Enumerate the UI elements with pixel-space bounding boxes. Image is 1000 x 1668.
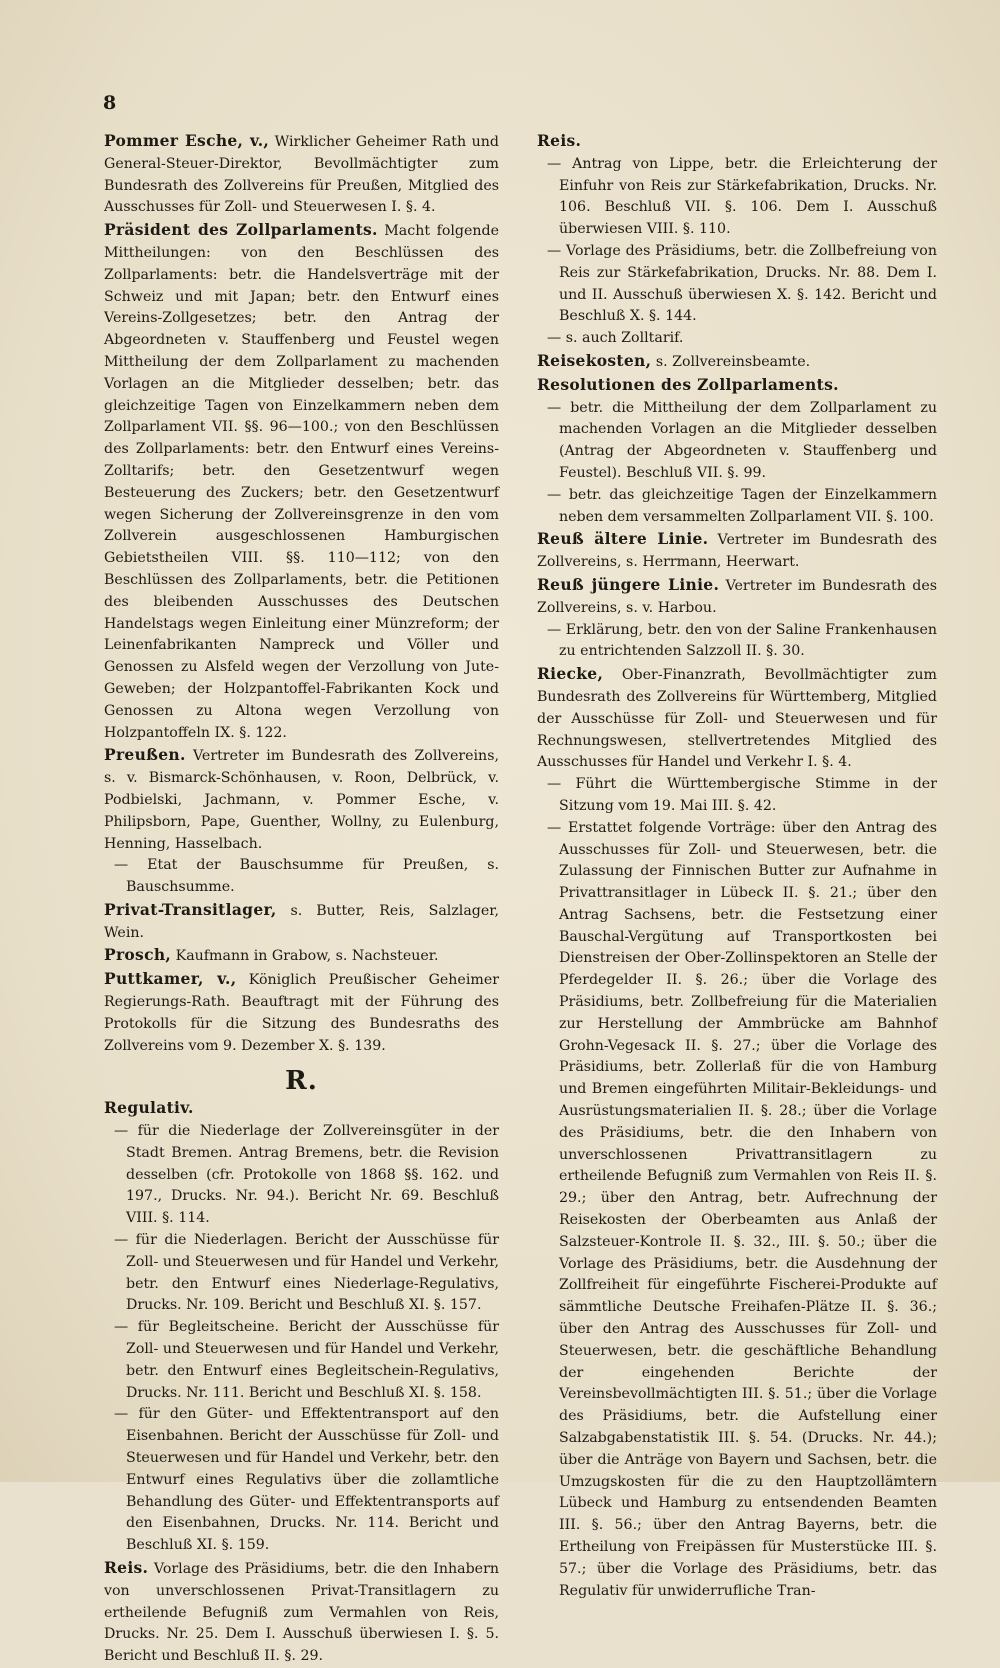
index-entry [537,350,937,374]
entry-text: Vertreter im Bundesrath des Zollvereins, s. v. Harbou. [537,577,938,616]
index-subentry [104,855,499,899]
subentry-text: — Erstattet folgende Vorträge: über den Antrag des Ausschusses für Zoll- und Steuerwesen, betr. die Zulassung der Finnischen Butter zur Aufnahme in Privattransitlager in Lübeck II. §. 21.; über den Antrag Sachsens, betr. die Festsetzung einer Bauschal-Vergütung auf Transportkosten bei Dienstreisen der Ober-Zollinspektoren an Stelle der Pferdegelder II. §. 26.; über die Vorlage des Präsidiums, betr. Zollbefreiung für die Materialien zur Herstellung der Ammbrücke am Bahnhof Grohn-Vegesack II. §. 27.; über die Vorlage des Präsidiums, betr. Zollerlaß für die von Hamburg und Bremen eingeführten Militair-Bekleidungs- und Ausrüstungsmaterialien II. §. 28.; über die Vorlage des Präsidiums, betr. die den Inhabern von unverschlossenen Privattransitlagern zu ertheilende Befugniß zum Vermahlen von Reis II. §. 29.; über den Antrag, betr. Aufrechnung der Reisekosten der Oberbeamten aus Anlaß der Salzsteuer-Kontrole II. §. 32., III. §. 50.; über die Vorlage des Präsidiums, betr. die Ausdehnung der Zollfreiheit für eingeführte Fischerei-Produkte auf sämmtliche Deutsche Freihafen-Plätze II. §. 36.; über den Antrag des Ausschusses für Zoll- und Steuerwesen, betr. die geschäftliche Behandlung der eingehenden Berichte der Vereinsbevollmächtigten III. §. 51.; über die Vorlage des Präsidiums, betr. die Aufstellung einer Salzabgabenstatistik III. §. 54. (Drucks. Nr. 44.); über die Anträge von Bayern und Sachsen, betr. die Umzugskosten für die zu den Hauptzollämtern Lübeck und Hamburg zu entsendenden Beamten III. §. 56.; über den Antrag Bayerns, betr. die Ertheilung von Freipässen für Musterstücke III. §. 57.; über die Vorlage des Präsidiums, betr. das Regulativ für unwiderrufliche Tran- [547,819,937,1599]
index-entry [104,968,499,1057]
entry-text: s. Butter, Reis, Salzlager, Wein. [104,902,499,941]
entry-heading: Präsident des Zollparlaments. [104,220,378,240]
entry-heading: Preußen. [104,745,186,765]
index-subentry [537,485,937,529]
index-subentry [537,818,937,1603]
right-column [537,130,937,1602]
index-subentry [537,154,937,241]
index-entry [537,374,937,398]
index-entry [537,528,937,574]
entry-heading: Reis. [537,131,582,150]
index-entry [104,944,499,968]
entry-heading: Riecke, [537,664,604,684]
entry-heading: Reuß ältere Linie. [537,529,709,549]
entry-text: Wirklicher Geheimer Rath und General-Steuer-Direktor, Bevollmächtigter zum Bundesrath des Zollvereins für Preußen, Mitglied des Ausschusses für Zoll- und Steuerwesen I. §. 4. [104,134,499,216]
left-column [104,130,499,1668]
entry-heading: Puttkamer, v., [104,969,237,989]
subentry-text: — Vorlage des Präsidiums, betr. die Zollbefreiung von Reis zur Stärkefabrikation, Drucks. Nr. 88. Dem I. und II. Ausschuß überwiesen X. §. 142. Bericht und Beschluß X. §. 144. [547,242,937,325]
subentry-text: — s. auch Zolltarif. [547,330,684,347]
entry-heading: Reisekosten, [537,350,652,370]
page-number: 8 [103,92,117,114]
index-entry [537,663,937,774]
subentry-text: — für Begleitscheine. Bericht der Ausschüsse für Zoll- und Steuerwesen und für Handel und Verkehr, betr. den Entwurf eines Begleitschein-Regulativs, Drucks. Nr. 111. Bericht und Beschluß XI. §. 158. [114,1319,499,1401]
index-entry [104,744,499,855]
index-subentry [104,1230,499,1317]
entry-text: Ober-Finanzrath, Bevollmächtigter zum Bundesrath des Zollvereins für Württemberg, Mitglied der Ausschüsse für Zoll- und Steuerwesen und für Rechnungswesen, stellvertretendes Mitglied des Ausschusses für Handel und Verkehr I. §. 4. [537,667,937,771]
entry-text: Vertreter im Bundesrath des Zollvereins, s. v. Bismarck-Schönhausen, v. Roon, Delbrück, v. Podbielski, Jachmann, v. Pommer Esche, v. Philipsborn, Pape, Guenther, Wollny, zu Eulenburg, Henning, Hasselbach. [104,748,499,852]
index-subentry [104,1317,499,1404]
index-subentry [537,620,937,664]
entry-heading: Reis. [104,1558,149,1577]
index-subentry [537,398,937,485]
subentry-text: — für die Niederlage der Zollvereinsgüter in der Stadt Bremen. Antrag Bremens, betr. die Revision desselben (cfr. Protokolle von 1868 §§. 162. und 197., Drucks. Nr. 94.). Bericht Nr. 69. Beschluß VIII. §. 114. [114,1123,499,1227]
entry-heading: Privat-Transitlager, [104,899,277,919]
entry-text: Macht folgende Mittheilungen: von den Beschlüssen des Zollparlaments: betr. die Handelsverträge mit der Schweiz und mit Japan; betr. den Entwurf eines Vereins-Zollgesetzes; betr. den Antrag der Abgeordneten v. Stauffenberg und Feustel wegen Mittheilung der dem Zollparlament zu machenden Vorlagen an die Mitglieder desselben; betr. das gleichzeitige Tagen von Einzelkammern neben dem Zollparlament VII. §§. 96—100.; von den Beschlüssen des Zollparlaments: betr. den Entwurf eines Vereins-Zolltarifs; betr. den Gesetzentwurf wegen Besteuerung des Zuckers; betr. den Gesetzentwurf wegen Sicherung der Zollvereinsgrenze in den vom Zollverein ausgeschlossenen Hamburgischen Gebietstheilen VIII. §§. 110—112; von den Beschlüssen des Zollparlaments, betr. die Petitionen des bleibenden Ausschusses des Deutschen Handelstags wegen Einleitung einer Münzreform; der Leinenfabrikanten Nampreck und Völler und Genossen zu Alsfeld wegen der Verzollung von Jute-Geweben; der Holzpantoffel-Fabrikanten Kock und Genossen zu Altona wegen Verzollung von Holzpantoffeln IX. §. 122. [104,223,499,741]
index-entry [104,1097,499,1121]
entry-text: Kaufmann in Grabow, s. Nachsteuer. [175,948,439,965]
entry-text: Königlich Preußischer Geheimer Regierungs-Rath. Beauftragt mit der Führung des Protokolls für die Sitzung des Bundesraths des Zollvereins vom 9. Dezember X. §. 139. [104,972,499,1054]
index-subentry [537,328,937,350]
entry-heading: Reuß jüngere Linie. [537,574,720,594]
letter-heading: R. [285,1066,318,1097]
index-subentry [104,1404,499,1557]
entry-heading: Pommer Esche, v., [104,131,270,150]
entry-text: Vertreter im Bundesrath des Zollvereins, s. Herrmann, Heerwart. [537,532,938,571]
index-entry [104,219,499,744]
entry-heading: Prosch, [104,945,172,965]
subentry-text: — betr. das gleichzeitige Tagen der Einzelkammern neben dem versammelten Zollparlament VII. §. 100. [547,486,937,525]
index-subentry [537,241,937,328]
index-entry [104,130,499,219]
index-entry [104,899,499,945]
subentry-text: — betr. die Mittheilung der dem Zollparlament zu machenden Vorlagen an die Mitglieder desselben (Antrag der Abgeordneten v. Stauffenberg und Feustel). Beschluß VII. §. 99. [547,399,937,481]
index-entry [104,1557,499,1668]
subentry-text: — für die Niederlagen. Bericht der Ausschüsse für Zoll- und Steuerwesen und für Handel und Verkehr, betr. den Entwurf eines Niederlage-Regulativs, Drucks. Nr. 109. Bericht und Beschluß XI. §. 157. [114,1232,499,1314]
index-subentry [537,774,937,818]
subentry-text: — Erklärung, betr. den von der Saline Frankenhausen zu entrichtenden Salzzoll II. §. 30. [547,621,937,660]
entry-heading: Regulativ. [104,1098,194,1118]
index-subentry [104,1121,499,1230]
subentry-text: — Etat der Bauschsumme für Preußen, s. Bauschsumme. [114,857,499,896]
entry-heading: Resolutionen des Zollparlaments. [537,374,839,394]
index-entry [537,130,937,154]
entry-text: s. Zollvereinsbeamte. [655,353,811,370]
subentry-text: — Führt die Württembergische Stimme in der Sitzung vom 19. Mai III. §. 42. [547,776,937,814]
subentry-text: — für den Güter- und Effektentransport auf den Eisenbahnen. Bericht der Ausschüsse für Zoll- und Steuerwesen und für Handel und Verkehr, betr. den Entwurf eines Regulativs über die zollamtliche Behandlung des Güter- und Effektentransports auf den Eisenbahnen, Drucks. Nr. 114. Bericht und Beschluß XI. §. 159. [114,1406,499,1554]
index-entry [537,574,937,620]
subentry-text: — Antrag von Lippe, betr. die Erleichterung der Einfuhr von Reis zur Stärkefabrikation, Drucks. Nr. 106. Beschluß VII. §. 106. Dem I. Ausschuß überwiesen VIII. §. 110. [547,155,937,238]
entry-text: Vorlage des Präsidiums, betr. die den Inhabern von unverschlossenen Privat-Transitlagern zu ertheilende Befugniß zum Vermahlen von Reis, Drucks. Nr. 25. Dem I. Ausschuß überwiesen I. §. 5. Bericht und Beschluß II. §. 29. [104,1561,499,1665]
